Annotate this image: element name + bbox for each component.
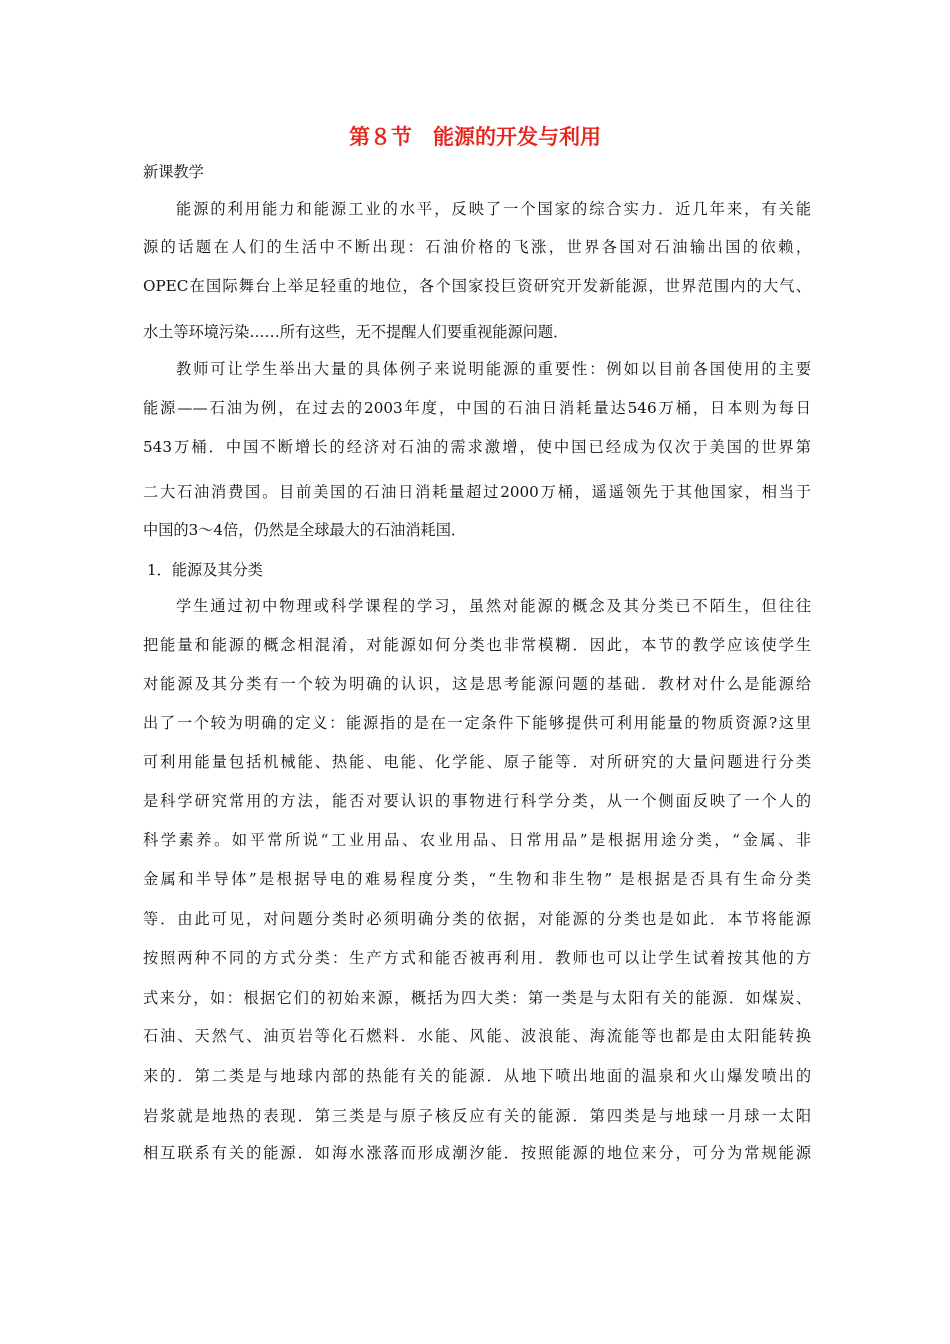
paragraph-line: OPEC在国际舞台上举足轻重的地位，各个国家投巨资研究开发新能源，世界范围内的大气、 <box>143 277 811 295</box>
paragraph-line: 科学素养。如平常所说“工业用品、农业用品、日常用品”是根据用途分类，“金属、非 <box>143 831 811 849</box>
paragraph-line: 能源的利用能力和能源工业的水平，反映了一个国家的综合实力．近几年来，有关能 <box>176 200 811 218</box>
section-heading: 新课教学 <box>143 163 204 181</box>
paragraph-line: 式来分，如：根据它们的初始来源，概括为四大类：第一类是与太阳有关的能源．如煤炭、 <box>143 989 811 1007</box>
paragraph-line: 可利用能量包括机械能、热能、电能、化学能、原子能等．对所研究的大量问题进行分类 <box>143 753 811 771</box>
paragraph-line: 二大石油消费国。目前美国的石油日消耗量超过2000万桶，遥遥领先于其他国家，相当于 <box>143 483 811 501</box>
paragraph-line: 中国的3～4倍，仍然是全球最大的石油消耗国． <box>143 521 467 539</box>
paragraph-line: 来的．第二类是与地球内部的热能有关的能源．从地下喷出地面的温泉和火山爆发喷出的 <box>143 1067 811 1085</box>
page-title: 第８节 能源的开发与利用 <box>349 124 601 149</box>
paragraph-line: 是科学研究常用的方法，能否对要认识的事物进行科学分类，从一个侧面反映了一个人的 <box>143 792 811 810</box>
paragraph-line: 能源——石油为例，在过去的2003年度，中国的石油日消耗量达546万桶，日本则为每日 <box>143 399 811 417</box>
paragraph-line: 对能源及其分类有一个较为明确的认识，这是思考能源问题的基础．教材对什么是能源给 <box>143 675 811 693</box>
paragraph-line: 学生通过初中物理或科学课程的学习，虽然对能源的概念及其分类已不陌生，但往往 <box>176 597 811 615</box>
paragraph-line: 石油、天然气、油页岩等化石燃料．水能、风能、波浪能、海流能等也都是由太阳能转换 <box>143 1027 811 1045</box>
paragraph-line: 等．由此可见，对问题分类时必须明确分类的依据，对能源的分类也是如此．本节将能源 <box>143 910 811 928</box>
paragraph-line: 教师可让学生举出大量的具体例子来说明能源的重要性：例如以目前各国使用的主要 <box>176 360 811 378</box>
paragraph-line: 金属和半导体”是根据导电的难易程度分类，“生物和非生物” 是根据是否具有生命分类 <box>143 870 811 888</box>
paragraph-line: 源的话题在人们的生活中不断出现：石油价格的飞涨，世界各国对石油输出国的依赖， <box>143 238 811 256</box>
paragraph-line: 水土等环境污染……所有这些，无不提醒人们要重视能源问题． <box>143 323 569 341</box>
list-item-heading: 1．能源及其分类 <box>147 561 263 579</box>
paragraph-line: 岩浆就是地热的表现．第三类是与原子核反应有关的能源．第四类是与地球一月球一太阳 <box>143 1107 811 1125</box>
paragraph-line: 出了一个较为明确的定义：能源指的是在一定条件下能够提供可利用能量的物质资源?这里 <box>143 714 811 732</box>
paragraph-line: 把能量和能源的概念相混淆，对能源如何分类也非常模糊．因此，本节的教学应该使学生 <box>143 636 811 654</box>
paragraph-line: 543万桶．中国不断增长的经济对石油的需求激增，使中国已经成为仅次于美国的世界第 <box>143 438 811 456</box>
paragraph-line: 相互联系有关的能源．如海水涨落而形成潮汐能．按照能源的地位来分，可分为常规能源 <box>143 1144 811 1162</box>
paragraph-line: 按照两种不同的方式分类：生产方式和能否被再利用．教师也可以让学生试着按其他的方 <box>143 949 811 967</box>
